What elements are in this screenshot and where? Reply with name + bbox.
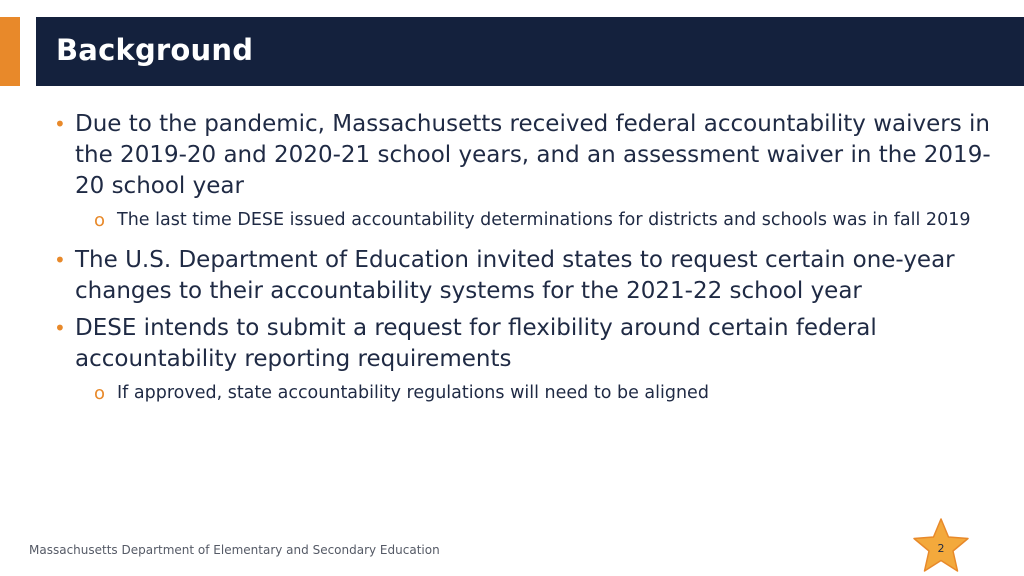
sub-bullet-item <box>54 380 999 406</box>
bullet-text: Due to the pandemic, Massachusetts received federal accountability waivers in the 2019-20 and 2020-21 school years, and an assessment waiver in the 2019-20 school year <box>75 111 991 199</box>
footer-organization: Massachusetts Department of Elementary and Secondary Education <box>29 543 440 557</box>
bullet-item <box>54 109 999 202</box>
accent-bar <box>0 17 20 86</box>
title-bar <box>36 17 1024 86</box>
sub-bullet-marker: o <box>94 383 106 404</box>
bullet-item <box>54 313 999 375</box>
slide-title: Background <box>56 33 254 67</box>
sub-bullet-text: If approved, state accountability regulations will need to be aligned <box>117 383 709 403</box>
page-number: 2 <box>937 542 945 555</box>
bullet-text: DESE intends to submit a request for flexibility around certain federal accountability reporting requirements <box>75 315 877 372</box>
slide-body <box>54 109 999 418</box>
bullet-text: The U.S. Department of Education invited states to request certain one-year changes to their accountability systems for the 2021-22 school year <box>75 247 955 304</box>
sub-bullet-text: The last time DESE issued accountability determinations for districts and schools was in fall 2019 <box>117 210 971 230</box>
page-number-badge <box>910 517 972 575</box>
sub-bullet-marker: o <box>94 210 106 231</box>
bullet-marker: • <box>54 316 66 340</box>
bullet-marker: • <box>54 248 66 272</box>
sub-bullet-item <box>54 207 999 233</box>
bullet-marker: • <box>54 112 66 136</box>
bullet-item <box>54 245 999 307</box>
